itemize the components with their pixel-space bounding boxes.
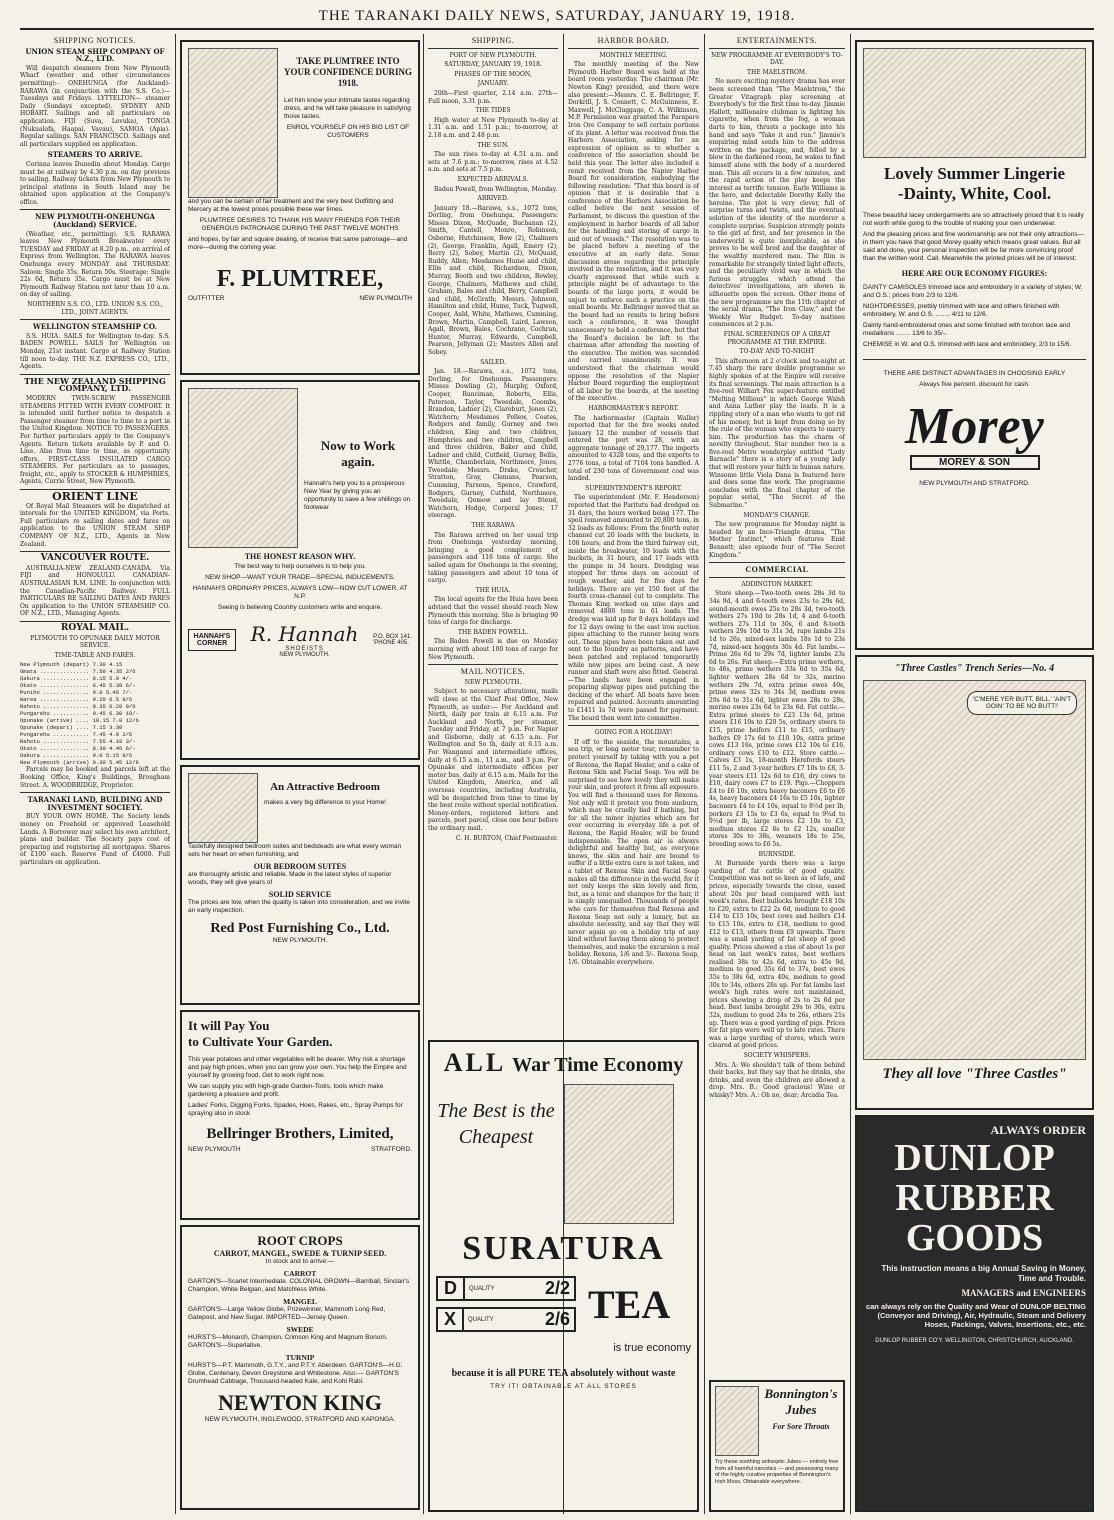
advert-text: We can supply you with high-grade Garden-Tools, tools which make gardening a pleasure and profit.: [188, 1083, 384, 1098]
article-subheading: SUPERINTENDENT'S REPORT.: [585, 484, 682, 492]
timetable-row: Opunake (arrive) .... 10.15 7.0 12/6: [20, 717, 139, 725]
section-heading: SHIPPING.: [471, 36, 515, 45]
notice-title: NEW PLYMOUTH-ONEHUNGA (Auckland) SERVICE.: [35, 212, 155, 230]
article-subheading: SAILED.: [480, 358, 506, 366]
advert-text: PLUMTREE DESIRES TO THANK HIS MANY FRIENDS FOR THEIR GENEROUS PATRONAGE DURING THE PAST TWELVE MONTHS: [199, 217, 401, 232]
article-subheading: THE RARAWA: [471, 522, 515, 530]
article-signature: C. H. BURTON, Chief Postmaster.: [455, 834, 558, 842]
price-item: Dainty hand-embroidered ones and some finished with torchon lace and medallions ........ 13/6 to 35/-.: [863, 322, 1071, 337]
seed-category: TURNIP: [285, 1353, 315, 1362]
price-item: NIGHTDRESSES, prettily trimmed with lace and others finished with embroidery, W. and O.S. ........ 4/11 to 12/6.: [863, 303, 1060, 318]
bonnington-advert: [709, 1380, 845, 1512]
tea-word: TEA: [588, 1281, 671, 1327]
suratura-tea-advert: [428, 1040, 699, 1512]
advert-footer: They all love "Three Castles": [882, 1066, 1067, 1082]
timetable-row: Oakura .............. 8.15 5.0 4/-: [20, 675, 133, 683]
advert-heading: War Time Economy: [512, 1054, 684, 1076]
boot-illustration: [188, 388, 298, 548]
timetable: [20, 661, 170, 766]
grade-label: QUALITY: [469, 1285, 495, 1292]
article-subheading: BURNSIDE.: [758, 850, 796, 858]
article-subheading: NEW PROGRAMME AT EVERYBODY'S TO-DAY.: [711, 51, 843, 67]
masthead: [20, 4, 1094, 30]
advert-text: makes a very big difference to your Home!: [264, 799, 386, 806]
advert-subheading: MANAGERS and ENGINEERS: [961, 1288, 1086, 1298]
advertiser-town: NEW PLYMOUTH: [188, 1146, 241, 1153]
divider: [709, 577, 845, 578]
advertiser-name: Red Post Furnishing Co., Ltd.: [210, 921, 390, 936]
divider: [20, 551, 170, 552]
advert-subheading: SOLID SERVICE: [268, 890, 332, 899]
notice-text: AUSTRALIA-NEW ZEALAND-CANADA. Via FIJI and HONOLULU. CANADIAN-AUSTRALASIAN R.M. LINE. In conjunction with the Canadian-Pacific Railway. FULL PARTICULARS RE SAILING DATES AND FARES On application to the UNION STEAMSHIP CO. OF N.Z., LTD., Managing Agents.: [20, 564, 170, 618]
tea-packet-illustration: [564, 1084, 674, 1224]
timetable-row: Okato ............... 8.30 4.45 6/-: [20, 745, 136, 753]
article-text: 20th—First quarter, 2.14 a.m. 27th—Full moon, 3.31 p.m.: [428, 89, 558, 105]
advertiser-town: NEW PLYMOUTH.: [279, 652, 330, 658]
woman-portrait-illustration: [715, 1386, 759, 1456]
harbor-board-column: [568, 34, 699, 1034]
advert-footer: TRY IT! OBTAINABLE AT ALL STORES: [490, 1383, 637, 1390]
timetable-row: Pungarehu ........... 9.45 6.30 10/-: [20, 710, 139, 718]
notice-text: MODERN TWIN-SCREW PASSENGER STEAMERS FITTED WITH EVERY COMFORT. It is intended until further notice to despatch a Passenger steamer from time to time to a port in the United Kingdom. NOTICE TO PASSENGERS. For further particulars apply to the Company's Agents. Return tickets available by P. and O. Line. Also from time to time, as opportunity offers, FIRST-CLASS INSULATED CARGO STEAMERS. For particulars as to passages, freight, etc., apply to STOCKER & HUMPHRIES, Agents, Currie Street, New Plymouth.: [20, 394, 170, 486]
article-subheading: GOING FOR A HOLIDAY!: [594, 729, 673, 737]
notice-title: VANCOUVER ROUTE.: [40, 553, 150, 564]
advert-heading: It will Pay You: [188, 1018, 270, 1033]
timetable-row: Warea ............... 9.20 6.5 8/6: [20, 696, 133, 704]
advertiser-name: F. PLUMTREE,: [216, 266, 384, 292]
advertiser-town: NEW PLYMOUTH.: [272, 937, 328, 944]
newspaper-title: THE TARANAKI DAILY NEWS, SATURDAY, JANUARY 19, 1918.: [318, 7, 796, 24]
article-subheading: PORT OF NEW PLYMOUTH.: [449, 51, 537, 59]
notice-text: Corinna leaves Dunedin about Monday. Cargo must be at railway by 4.30 p.m. on day previous to sailing. Railway tickets from New Plymouth to principal stations in South Island may be obtained upon application at the Company's office.: [20, 160, 170, 206]
advert-heading: Bonnington's Jubes: [764, 1386, 838, 1417]
section-heading: COMMERCIAL: [745, 565, 809, 575]
section-heading: ENTERTAINMENTS.: [736, 36, 818, 45]
morey-logo: Morey: [905, 398, 1044, 455]
advertiser-name: NEWTON KING: [217, 1390, 382, 1415]
shipping-column: [428, 34, 558, 1034]
article-text: Baden Powell, from Wellington, Monday.: [434, 185, 558, 193]
timetable-row: Rahotu .............. 9.35 6.20 9/6: [20, 703, 136, 711]
article-text: If off to the seaside, the mountains, a sea trip, or long motor tour, remember to protect yourself by taking with you a pot of Rexona, the Rapid Healer, and a cake of Rexona Skin and Facial Soap. You will be surprised to see how lovely they will make your skin, and protect it from all exposure. You will find a thousand uses for Rexona. Not only will it protect you from sunburn, which may be cruelly bad if bathing, but for all the minor injuries which are for ever occurring in everyday life a pot of Rexona, the Rapid Healer, will be found indispensable. The open air is always delightful and healthy but, as everyone knows, the skin and hair are bound to suffer if a little extra care is not taken, and a tablet of Rexona Skin and Facial Soap makes all the difference in the world, for it not only keeps the skin lovely and firm, but, as a tonic and shampoo for the hair, it is simply unequalled. Thousands of people who care for themselves find Rexona and Rexona Soap not only a luxury, but an absolute necessity, and say that they will never again go on a holiday trip of any kind without having them along to protect themselves, and make the excursion a real holiday. Rexona, 1/6 and 3/-. Rexona Soap, 1/6. Obtainable everywhere.: [568, 738, 699, 967]
notice-title: ROYAL MAIL.: [60, 622, 130, 633]
seed-category: CARROT: [283, 1269, 317, 1278]
notice-text: (Weather, etc., permitting). S.S. RARAWA leaves New Plymouth Breakwater every TUESDAY and FRIDAY at 8.20 p.m., on arrival of Express from Wellington. The RARAWA leaves Onehunga every MONDAY and THURSDAY. Saloon: Single 35s, Return 50s. Steerage: Single 22s 6d, Return 35s. Cargo must be at New Plymouth Railway Station not later than 10 a.m. on day of sailing.: [20, 230, 170, 299]
speech-bubble: 'C'MERE YER BUTT, BILL.' 'AIN'T GOIN' TO BE NO BUTT!': [967, 691, 1077, 715]
article-subheading: THE MAELSTROM.: [747, 68, 807, 76]
advert-heading: -Dainty, White, Cool.: [897, 184, 1052, 203]
advert-text: and hopes, by fair and square dealing, of receive that same patronage—and more—during the coming year.: [188, 236, 408, 251]
advert-heading: Lovely Summer Lingerie: [884, 164, 1065, 183]
seed-list: GARTON'S—Scarlet Intermediate. COLONIAL GROWN—Barriball, Sinclair's Champion, White Belgian, and Matchless White.: [188, 1278, 410, 1293]
advert-text: NEW SHOP—WANT YOUR TRADE—SPECIAL INDUCEMENTS.: [205, 574, 395, 581]
seed-list: HURST'S—P.T. Mammoth, G.T.Y., and P.T.Y. Aberdeen. GARTON'S—H.G. Globe, Centenary, Devon Greystone and Whitestone. Also:— GARTON'S Drumhead Cabbage, Thousand-headed Kale, and Kohl Rabi.: [188, 1362, 403, 1385]
advert-text: and you can be certain of fair treatment and the very best Outfitting and Mercery at the lowest prices possible these war times.: [188, 198, 394, 213]
article-text: Store sheep.—Two-tooth ewes 28s 3d to 34s 9d, 4 and 6-tooth ewes 23s to 29s 6d, sound-mouth ewes 25s to 28s 3d, two-tooth wethers 27s 10d to 28s 1d, 4 and 6-tooth wethers 27s 11d to 30s, 6 and 8-tooth wethers 29s 10d to 31s 3d, rape lambs 21s 1d to 26s, mixed-sex lambs 18s 1d to 23s 7d, mixed-sex hoggets 30s 4d. Fat lambs.—Prime 26s 6d to 29s 7d, lighter lambs 23s 6d to 26s. Fat sheep.—Extra prime wethers, to 46s, prime wethers 33s 6d to 35s 6d, lighter wethers 28s 6d to 32s, merino wethers 29s 7d, extra prime ewes 40s, prime ewes 32s to 34s 3d, medium ewes 29s 6d to 31s 6d, lighter ewes 28s to 28s, merino ewes 23s 6d to 23s 6d. Fat cattle.—Extra prime steers to £23 13s 6d, prime steers £16 10s to £20 5s, ordinary steers to £15, prime heifers £11 to £15, ordinary heifers £9 17s 6d to £10 10s, extra prime cows £13 16s, prime cows £12 10s to £16, ordinary cows £10 to £12. Store cattle.—Calves £3 1s, 18-month Herefords steers £11 5s, 2 and 3-year heifers £7 10s to £8, 3-year steers £11 12s 6d to £16, dry cows to £10, dairy cows £7 to £19. Pigs.—Choppers £4 to £6 10s, extra heavy baconers £6 to £6 4s, heavy baconers £4 16s to £5 10s, lighter baconers £4 to £4 10s, equal to 8½d per lb, porkers £3 15s to £3 6s, equal to 9¾d to 9½d per lb, large stores £2 10s to £3, medium stores £2 8s to £2 12s, smaller stores 30s to 38s, weaners 18s to 25s, breeding sows to £6 5s.: [709, 590, 845, 848]
bellringer-advert: [180, 1010, 420, 1220]
article-text: Mrs. A: We shouldn't talk of them behind their backs, but they say that he drinks, she drinks, and even the children are allowed a drop. Mrs. B.: Good gracious! Wine or whisky? Mrs. A.: Oh no, dear; Arcadia Tea.: [709, 1061, 845, 1099]
notice-agents: NORTHERN S.S. CO., LTD. UNION S.S. CO., LTD., JOINT AGENTS.: [27, 301, 163, 316]
article-subheading: PHASES OF THE MOON,: [454, 70, 532, 78]
advert-text: THERE ARE DISTINCT ADVANTAGES IN CHOOSING EARLY: [883, 370, 1066, 377]
article-text: Subject to necessary alterations, mails will close at the Chief Post Office, New Plymouth, as under:— For Auckland and North, daily per train at 6.15 a.m. For Auckland and North, per steamer, Tuesday and Friday, at 7 p.m. For Napier and Gisborne, daily at 6.15 a.m. For Wellington and So th, daily at 6.15 a.m. For Wanganui and intermediate offices, daily at 6.15 a.m., 11 a.m., and 3 p.m. For Opunake and intermediate offices per motor bus, daily at 6.15 a.m. Mails for the United Kingdom, America, and all overseas countries, including Australia, will be despatched from time to time by the best route without special notification. Money-orders, registered letters and parcels, post parcel, close one hour before the ordinary mail.: [428, 688, 558, 832]
advert-heading: Now to Work again.: [320, 438, 396, 469]
advert-text: Hannah's help you to a prosperous New Year by giving you an opportunity to save a few shillings on footwear: [304, 480, 411, 511]
bedroom-furniture-illustration: [188, 773, 258, 843]
article-text: At Burnside yards there was a large yarding of fat cattle of good quality. Competition was not so keen as of late, and prices, especially towards the close, eased about 20s per head compared with last week's rates. Best bullocks brought £18 10s to £20, extra to £22 2s 6d, medium to good £14 to £15 10s, best cows and heifers £14 to £15 10s, extra to £18, medium to good £12 to £13, others from £9 upwards. There was a small yarding of fat sheep of good quality. Prices showed a rise of about 1s per head on last week's rates, best wethers realised 38s to 42s 6d, extra to 45s 9d, medium to good 35s 6d to 37s, best ewes 35s to 38s 6d, extra 40s, medium to good 30s to 34s, others 28s up. For fat lambs last week's high rates were not maintained, prices showing a drop of 2s to 2s 6d per head. Best lambs brought 29s to 30s, extra 32s, medium to good 24s to 26s, others 21s up. There was a good yarding of pigs. Prices for fat pigs were well up to late rates. There was a large yarding of stores, which were cleared at good prices.: [709, 860, 845, 1050]
lingerie-illustration: [863, 48, 1086, 158]
po-box: P.O. BOX 141.: [373, 634, 412, 640]
article-subheading: SATURDAY, JANUARY 19, 1918.: [444, 61, 542, 69]
divider: [709, 48, 845, 49]
divider: [863, 359, 1086, 360]
three-castles-advert: [855, 655, 1094, 1110]
notice-subtitle: PLYMOUTH TO OPUNAKE DAILY MOTOR SERVICE.: [30, 634, 160, 650]
dunlop-logo: RUBBER: [895, 1177, 1054, 1219]
advert-heading: ALL: [443, 1048, 507, 1077]
advert-text: ENROL YOURSELF ON HIS BIG LIST OF CUSTOMERS: [286, 124, 410, 139]
article-subheading: THE SUN.: [477, 141, 509, 149]
timetable-row: Opunake (depart) .... 7.15 3.30: [20, 724, 123, 732]
man-portrait-illustration: [188, 48, 278, 198]
article-subheading: SOCIETY WHISPERS.: [743, 1052, 811, 1059]
article-subheading: NEW PLYMOUTH.: [464, 678, 522, 686]
advert-text: These beautiful lacey undergarments are so attractively priced that it is really not worth while going to the trouble of making your own underwear.: [863, 212, 1084, 227]
grade-letter: D: [438, 1278, 465, 1299]
advert-subheading: For Sore Throats: [772, 1422, 830, 1431]
notice-title: WELLINGTON STEAMSHIP CO.: [33, 322, 157, 332]
notice-text: Parcels may be booked and parcels left at the Booking Office, King's Buildings, Brougham Street. A. WOODBRIDGE, Proprietor.: [20, 766, 170, 789]
divider: [20, 621, 170, 622]
plumtree-advert: [180, 40, 420, 375]
notice-title: ORIENT LINE: [52, 490, 138, 504]
advert-corner: HANNAH'S CORNER: [188, 629, 236, 651]
advert-text: Always five percent. discount for cash.: [919, 381, 1030, 388]
advert-text: And the pleasing prices and fine workmanship are not their only attractions—in them you have that good Morey quality which means great values. But all said and done, your personal inspection will be far more convincing proof than the written word. Call. Meanwhile the printed prices will be of interest:: [863, 231, 1085, 262]
timetable-row: Okato ............... 8.45 5.30 6/-: [20, 682, 136, 690]
advert-text: can always rely on the Quality and Wear of DUNLOP BELTING (Conveyor and Driving), Air, Hydraulic, Steam and Delivery Hoses, Packings, Valves, Insertions, etc., etc.: [865, 1302, 1086, 1329]
notice-title: STEAMERS TO ARRIVE.: [47, 150, 143, 160]
notice-title: THE NEW ZEALAND SHIPPING COMPANY, LTD.: [24, 375, 166, 394]
timetable-row: Omata ............... 7.50 4.35 2/6: [20, 668, 136, 676]
timetable-row: Puniho .............. 9.0 5.45 7/-: [20, 689, 133, 697]
grade-price: 2/6: [544, 1309, 570, 1329]
timetable-row: Rahotu .............. 7.55 4.10 3/-: [20, 738, 136, 746]
article-text: This afternoon at 2 o'clock and to-night at 7.45 sharp the rare double programme so highly spoken of at the Empire will receive its final screenings. The main attraction is a five-reel Wilhart Fox super-feature entitled "Melting Millions" in which George Walsh and Anna Luther play the leads. It is a rippling story of a man who wants to get rid of his money, but is kept from doing so by the rule of the woman who expects to marry him. The production has the charm of novelty throughout. Star number two is a five-reel Metro wonderplay entitled "Lady Barnacle" there is a story of a young lady that will restore your faith in human nature. Winsome little Viola Dana is featured here and does some fine work. The programme concludes with the final chapter of the popular serial, "The Secret of the Submarine.": [709, 357, 845, 510]
newton-king-advert: [180, 1225, 420, 1510]
dunlop-advert: [855, 1115, 1094, 1512]
advert-slogan: The Best is the Cheapest: [437, 1100, 555, 1148]
advert-heading: TAKE PLUMTREE INTO YOUR CONFIDENCE DURING 1918.: [284, 56, 413, 88]
advertiser-town: NEW PLYMOUTH AND STRATFORD.: [919, 480, 1030, 487]
advertiser-name: Bellringer Brothers, Limited,: [206, 1126, 394, 1142]
dunlop-logo: DUNLOP: [894, 1137, 1055, 1179]
advert-text: Seeing is believing Country customers write and enquire.: [217, 604, 383, 611]
article-text: No more exciting mystery drama has ever been screened than "The Maelstrom," the Greater Vitagraph play screening at Everybody's for the first time to-day. Jimmie Hallett, millionaire clubman is lighting his cigarette, when from the fog, a woman darts to him, thrusts a package into his hand and says "Take it and run." Jimmie's enquiring mind sends him to the address written on the package, and, felled by a blow in the darkened room, he wakes to find himself alone with the body of a murdered man. This all occurs in a few minutes, and the rapid action of the play keeps the interest as terrific tension. Earle Williams is the hero, and delectable Dorothy Kelly the heroine. The plot is very clever, full of surprise turns and twists, and the eventual solution of the identity of the murderer a complete surprise. Suspicion strongly points to the girl at first, and her presence in the underworld is quite inexplicable, as she proves to be well bred and the daughter of the wealthy murdered man. The film is remarkable for strangely tinted light effects, and the peculiarly vivid way in which the furious struggles which attend the detectives' investigations, are shown in silhouette upon the screen. Other items of the new programme are the 11th chapter of the serial drama, "The Iron Claw," and the Weekly War Budget. To-day matinee commences at 2 p.m.: [709, 78, 845, 329]
article-subheading: TO-DAY AND TO-NIGHT: [739, 348, 815, 356]
advert-text: Let him know your intimate tastes regarding dress, and he will take pleasure in satisfying those tastes.: [284, 97, 411, 120]
timetable-row: Pungarehu ........... 7.45 4.0 2/6: [20, 731, 133, 739]
article-subheading: EXPECTED ARRIVALS.: [457, 175, 529, 183]
article-text: The monthly meeting of the New Plymouth Harbor Board was held at the board room yesterday. The chairman (Mr. Newton King) presided, and there were also present:—Messrs. C. E. Bellringer, F. Dorkrill, J. S. Connett, C. McGuinness, E. Maxwell, J. McCluggage, C. A. Wilkinson, M.P. Permission was granted the Paraparo Iron Ore Company to sell certain portions of its plant. A letter was received from the Harbors Association, asking for an expression of opinion as to whether a conference of the association should be held this year. The letter also included a remit received from the Napier Harbor Board for consideration, embodying the following resolution: "That this board is of opinion that it is desirable that a conference of the Harbors Association be called before the next session of Parliament, to discuss the question of the employment in harbor boards of all labor for the handling and storing of cargo in and out of vessels." The resolution was to be placed before a meeting of the executive at an early date. Some discussion arose regarding the principle involved in the resolution, and it was very clearly expressed that while such a principle might be of advantage to the boards of the large ports, it would be unjust to enforce such a practice on the small boards. Mr. Bellringer moved that as the board had no remits to bring before such a conference, it was thought unnecessary to hold a conference, but that the Board's decision be left to the chairman after attending the meeting of the executive. The motion was seconded and carried unanimously. It was understood that the chairman would oppose the resolution of the Napier Harbor Board regarding the employment of all labor by the boards, at the meeting of the executive.: [568, 61, 699, 403]
advert-footer: DUNLOP RUBBER CO'Y. WELLINGTON, CHRISTCHURCH, AUCKLAND.: [875, 1338, 1074, 1344]
article-subheading: ADDINGTON MARKET.: [741, 580, 813, 588]
advert-heading: An Attractive Bedroom: [270, 781, 380, 793]
advert-text: The prices are low, when the quality is taken into consideration, and we invite an early inspection.: [188, 899, 410, 914]
divider: [709, 562, 845, 563]
article-text: The Baden Powell is due on Monday morning with about 100 tons of cargo for New Plymouth.: [428, 638, 558, 661]
morey-lingerie-advert: [855, 40, 1094, 650]
article-text: High water at New Plymouth to-day at 1.31 a.m. and 1.51 p.m.; to-morrow, at 2.18 a.m. and 2.48 p.m.: [428, 116, 558, 139]
hannah-shoeists: SHOEISTS: [285, 646, 324, 652]
entertainments-column: [709, 34, 845, 1454]
column-rule: [175, 34, 176, 1514]
section-heading: SHIPPING NOTICES.: [53, 36, 137, 45]
advert-heading: ROOT CROPS: [257, 1233, 343, 1248]
timetable-row: New Plymouth (depart) 7.30 4.15: [20, 661, 123, 669]
advert-text: Ladies' Forks, Digging Forks, Spades, Hoes, Rakes, etc., Spray Pumps for spraying also in stock: [188, 1102, 403, 1117]
advert-text: In stock and to arrive:—: [265, 1258, 335, 1265]
advertiser-town: NEW PLYMOUTH: [359, 295, 412, 302]
advert-text: are thoroughly artistic and reliable. Made in the latest styles of superior woods, they will give years of: [188, 871, 392, 886]
red-post-advert: [180, 765, 420, 1005]
divider: [20, 792, 170, 793]
price-item: DAINTY CAMISOLES trimmed lace and embroidery in a variety of styles; W. and O.S.; prices from 2/3 to 12/6.: [863, 284, 1083, 299]
notice-title: UNION STEAM SHIP COMPANY OF N.Z., LTD.: [25, 46, 165, 64]
article-text: The Rarawa arrived on her usual trip from Onehunga yesterday morning, bringing a good complement of passengers and 116 tons of cargo. She sailed again for Onehunga in the evening, taking passengers and about 10 tons of cargo.: [428, 531, 558, 585]
advert-footer: because it is all PURE TEA absolutely without waste: [451, 1368, 676, 1379]
article-text: The new programme for Monday night is headed by an Ince-Triangle drama, "The Mother Instinct," which features Enid Bennett; also episode four of "The Secret Kingdom.": [709, 521, 845, 559]
article-subheading: MONTHLY MEETING.: [599, 51, 668, 59]
timetable-row: New Plymouth (arrive) 9.30 5.45 12/6: [20, 759, 139, 767]
article-text: January 18.—Rarawa, s.s., 1072 tons, Dorling, from Onehunga. Passengers: Misses Dixon, McQuade, Buchanan (2), Smith, Cantell, Monro, Robinson, Osborne, Hutchinson, Bow (2), Chalmers (2), George, Franklin, Agall, Emery (2), Berry (2), Sobey, Martin (2), McQuaid, Ruddy, Allen; Mesdames Hume and child, Ellis and child, Richardson, Dixon, Murray, Booth and two children, Bewley, George, Chalmers, Mathews and child, Graham, Bales and child, Berry, Campbell and child, McGrath; Messrs. Johnson, Hamilton and child, Hume, Tuck, Tugwell, Cooper, Auld, White, Mathews, Cumming, Brown, Martin, Campbell, Laird, Lawson, Agall, Brown, Bales, Cochrane, Cochran, Hunter, Murray, Edwards, Campbell, Pearson, Jellyman (2); Masters Allen and Sobey.: [428, 204, 558, 356]
column-rule: [850, 34, 851, 1514]
seed-category: SWEDE: [286, 1325, 314, 1334]
advert-heading: THE HONEST REASON WHY.: [244, 552, 356, 561]
column-rule: [423, 34, 424, 1514]
advert-text: Try these soothing antiseptic Jubes — entirely free from all harmful narcotics — and possessing many of the highly curative properties of Bonnington's Irish Moss. Obtainable everywhere.: [715, 1459, 839, 1485]
divider: [20, 209, 170, 210]
seed-category: MANGEL: [283, 1297, 317, 1306]
article-text: The superintendent (Mr. F. Henderson) reported that the Paritutu had dredged on 31 days, the hours worked being 177. The spoil removed amounted to 20,800 tons, in 32 loads as follows: From the fourth outer channel cut 20 loads with the buckets, in 108 hours; and from the third fairway cut, inside the breakwater, 10 loads with the buckets, in 31 hours, and 17 loads with the pumps in 34 hours. Dredging was stopped for three days on account of rough weather, and for five days for holidays. There are yet 150 feet of the fourth cross-channel cut to complete. The Thomas King worked on nine days and removed 4880 tons in 61 loads. The dredge was laid up for 8 days holidays and for 12 days owing to the east iron suction pipes attaching to the runner being worn out. These pipes have been taken out and sent to the foundry as patterns, and have been patched and replaced temporarily while new pipes are being cast. A new runner and shaft were also fitted. General.—The lands have been engaged in preparing slipway pipes and patching the decking of the wharf. All boats have been repaired and painted. Accounts amounting to £1411 1s 7d were passed for payment. The board then went into committee.: [568, 494, 699, 722]
notice-text: BUY YOUR OWN HOME. The Society lends money on Freehold or approved Leasehold Lands. A Borrower may select his own architect, plans and builder. The Society pays cost of preparing and registering all mortgages. Shares of £100 each. Reserve Fund of £4000. Full particulars on application.: [20, 813, 170, 866]
soldiers-trench-illustration: [863, 680, 1086, 1060]
hannah-logo: R. Hannah: [250, 622, 359, 646]
advert-subheading: CARROT, MANGEL, SWEDE & TURNIP SEED.: [213, 1249, 387, 1258]
article-subheading: JANUARY.: [477, 80, 509, 88]
article-subheading: HARBORMASTER'S REPORT.: [588, 404, 679, 412]
advert-text: This year potatoes and other vegetables will be dearer. Why risk a shortage and pay high prices, when you can grow your own. You help the Empire and yourself by growing food. Get to work right now.: [188, 1056, 407, 1079]
advert-heading: to Cultivate Your Garden.: [188, 1034, 333, 1049]
divider: [568, 48, 699, 49]
seed-list: HURST'S—Monarch, Champion, Crimson King and Magnum Bonum. GARTON'S—Superlative.: [188, 1334, 388, 1349]
price-item: CHEMISE in W. and O.S. trimmed with lace and embroidery, 2/3 to 15/6.: [863, 341, 1072, 348]
divider: [568, 725, 699, 726]
advert-text: This instruction means a big Annual Saving in Money, Time and Trouble.: [881, 1264, 1086, 1283]
article-subheading: THE HUIA.: [475, 586, 511, 594]
column-rule: [704, 34, 705, 1514]
divider: [20, 374, 170, 375]
notice-text: Of Royal Mail Steamers will be dispatched at intervals for the UNITED KINGDOM, via Ports. Full particulars re sailing dates and fares on application to the UNION STEAM SHIP COMPANY OF N.Z., LTD., Agents in New Zealand.: [20, 502, 170, 548]
article-text: Jan. 18.—Rarawa, s.s., 1072 tons, Dorling, for Onehunga. Passengers: Misses Dowling (2), Murphy, Oxford, Cooper, Runciman, Roberts, Ellis, Paterson, Taylor, Tweedale, Coombs, Brandon, Ladner (2), Clareburt, Jones (2), Watchorn; Mesdames Pellew, Coates, Rodgers and family, Gurney and two children, King and two children, Humphries and two children, Campbell and three children, Baker and child, Ladner and child, Cutfield, Gurney, Bellis, Whittle, Chamberlain, Northmore, Jones, Tweedale; Messrs. Drake, Croucher, Stratton, Gray, Clemans, Pearson, Cumming, Parsons, Spence, Crawford, Rodgers, Gurney, Cutfield, Northmore, Tweedale, Qemow and lay friend, Watchorn, Hodge, Corporal Jones; 17 steerage.: [428, 368, 558, 520]
divider: [20, 319, 170, 320]
section-heading: HARBOR BOARD.: [597, 36, 670, 45]
article-subheading: THE BADEN POWELL.: [458, 628, 528, 636]
phone-number: 'PHONE 405.: [373, 640, 409, 646]
article-text: The harbormaster (Captain Waller) reported that for the five weeks ended January 12 the number of vessels that entered the port was 28, with an aggregate tonnage of 29,177. The imports amounted to 4328 tons, and the exports to 2776 tons, a total of 7104 tons handled. A total of 230 tons of Government coal was landed.: [568, 414, 699, 483]
divider: [428, 664, 558, 665]
article-text: The sun rises to-day at 4.51 a.m. and sets at 7.6 p.m.; to-morrow, rises at 4.52 a.m. and sets at 7.5 p.m.: [428, 151, 558, 174]
article-subheading: ARRIVED.: [477, 195, 509, 203]
notice-subtitle: TIME-TABLE AND FARES.: [54, 651, 136, 659]
advertiser-town: STRATFORD.: [370, 1146, 412, 1153]
advertiser-trade: OUTFITTER: [188, 295, 225, 302]
morey-logo-band: MOREY & SON: [910, 455, 1040, 470]
advert-text: The best way to help ourselves is to help you.: [234, 563, 366, 570]
article-subheading: FINAL SCREENINGS OF A GREAT PROGRAMME AT THE EMPIRE.: [723, 330, 831, 346]
advert-heading: ALWAYS ORDER: [990, 1123, 1086, 1137]
shipping-notices-column: [20, 34, 170, 1514]
advert-heading: "Three Castles" Trench Series—No. 4: [894, 663, 1055, 674]
advert-text: HANNAH'S ORDINARY PRICES, ALWAYS LOW—NOW CUT LOWER, AT N.P.: [192, 585, 408, 600]
notice-text: Will despatch steamers from New Plymouth Wharf (weather and other circumstances permitting):- ONEHUNGA (for Auckland)- RARAWA (in conjunction with the S.S. Co.)—Tuesdays and Fridays. LYTTELTON— steamer Daily (Sundays excepted). SYDNEY AND HOBART. Sailings and all particulars on application. FIJI (Suva, Levuka), TONGA (Nukualofa, Haapai, Vavau), SAMOA (Apia). Regular sailings. SAN FRANCISCO. Sailings and all particulars supplied on application.: [20, 64, 170, 148]
section-heading: MAIL NOTICES.: [460, 667, 526, 677]
grade-letter: X: [438, 1309, 464, 1330]
notice-text: S.S. HUIA. SAILS for Wellington to-day. S.S. BADEN POWELL. SAILS for Wellington on Monday, 21st instant. Cargo at Railway Station till noon to-day. THE N.Z. EXPRESS CO., LTD., Agents.: [20, 332, 170, 371]
advert-subheading: HERE ARE OUR ECONOMY FIGURES:: [901, 269, 1048, 278]
advertiser-towns: NEW PLYMOUTH, INGLEWOOD, STRATFORD AND KAPONGA.: [204, 1416, 396, 1423]
grade-label: QUALITY: [468, 1316, 494, 1323]
seed-list: GARTON'S—Large Yellow Globe, Prizewinner, Mammoth Long Red, Gatepost, and New Sugar. IMPORTED—Jersey Queen.: [188, 1306, 386, 1321]
divider: [428, 48, 558, 49]
article-subheading: MONDAY'S CHANGE.: [743, 511, 811, 519]
article-text: The local agents for the Huia have been advised that the vessel should reach New Plymouth this morning. She is bringing 90 tons of cargo for discharge.: [428, 596, 558, 627]
notice-title: TARANAKI LAND, BUILDING AND INVESTMENT SOCIETY.: [27, 795, 163, 812]
advert-text: Tastefully designed bedroom suites and bedsteads are what every woman sets her heart on when furnishing, and: [188, 843, 402, 858]
grade-price: 2/2: [544, 1278, 570, 1298]
advert-slogan: is true economy: [613, 1342, 691, 1354]
hannah-advert: [180, 380, 420, 760]
tea-brand: SURATURA: [462, 1230, 665, 1267]
timetable-row: Oakura .............. 9.0 5.15 8/6: [20, 752, 133, 760]
article-subheading: THE TIDES: [475, 107, 511, 115]
dunlop-logo: GOODS: [905, 1217, 1044, 1259]
advert-subheading: OUR BEDROOM SUITES: [253, 862, 347, 871]
